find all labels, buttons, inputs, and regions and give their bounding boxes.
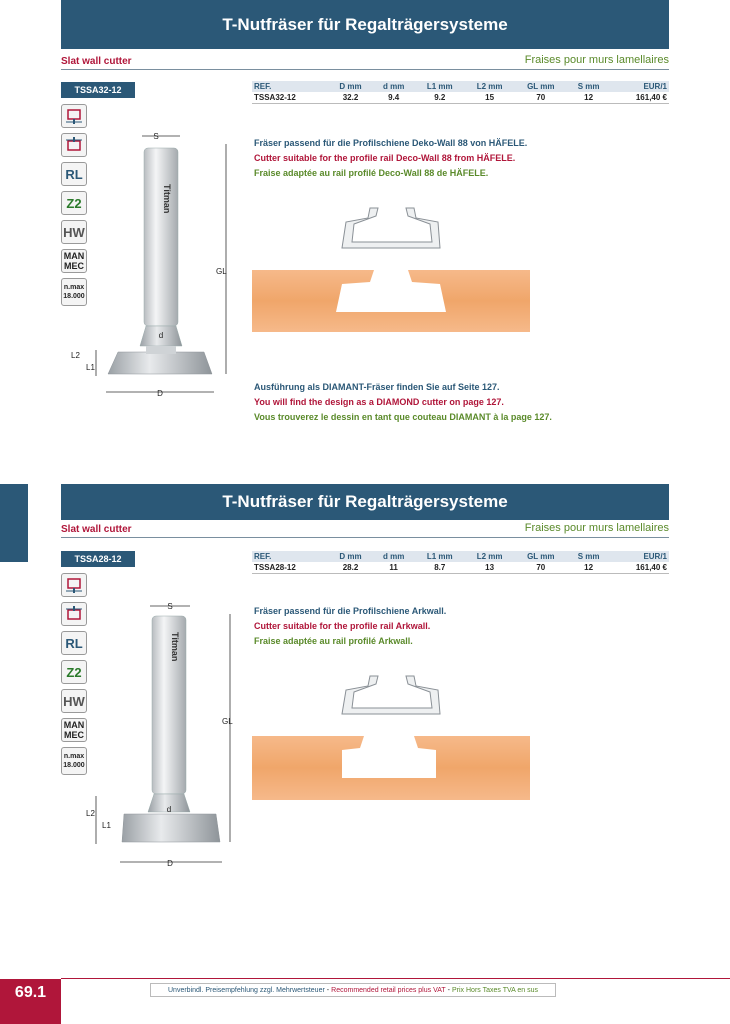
note-de: Ausführung als DIAMANT-Fräser finden Sie auf Seite 127.	[254, 382, 500, 392]
desc-fr: Fraise adaptée au rail profilé Arkwall.	[254, 636, 413, 646]
desc-fr: Fraise adaptée au rail profilé Deco-Wall 88 de HÄFELE.	[254, 168, 489, 178]
dim-s-label: S	[153, 132, 159, 141]
price-note-en: Recommended retail prices plus VAT	[331, 986, 446, 994]
price-note-fr: Prix Hors Taxes TVA en sus	[452, 986, 538, 994]
dim-d-label: d	[166, 805, 172, 814]
description-block	[254, 604, 446, 649]
subtitle-fr: Fraises pour murs lamellaires	[524, 54, 669, 66]
cell-d: 9.4	[372, 92, 414, 104]
col-d: d mm	[372, 551, 414, 562]
profile-rail-diagram	[250, 670, 534, 810]
col-ref: REF.	[252, 551, 329, 562]
dim-d-label: d	[158, 331, 164, 340]
dim-l1-label: L1	[102, 821, 111, 830]
price-note-de: Unverbindl. Preisempfehlung zzgl. Mehrwertsteuer	[168, 986, 325, 994]
price-note	[150, 983, 556, 997]
profile-rail-diagram	[250, 200, 534, 340]
desc-en: Cutter suitable for the profile rail Arkwall.	[254, 621, 431, 631]
col-D: D mm	[329, 551, 373, 562]
page-number: 69.1	[0, 979, 61, 1024]
col-GL: GL mm	[515, 551, 568, 562]
brand-text: Titman	[162, 184, 172, 214]
table-row	[252, 562, 669, 574]
nmax-label: n.max	[63, 284, 85, 291]
cell-L2: 13	[465, 562, 515, 574]
brand-text: Titman	[170, 632, 180, 662]
col-L2: L2 mm	[465, 81, 515, 92]
desc-en: Cutter suitable for the profile rail Deco-Wall 88 from HÄFELE.	[254, 153, 516, 163]
cutter-diagram	[63, 124, 246, 406]
mec-label: MEC	[64, 730, 84, 740]
diamond-note	[254, 380, 552, 425]
rl-icon: RL	[61, 162, 87, 186]
cell-D: 28.2	[329, 562, 373, 574]
cell-S: 12	[567, 92, 610, 104]
subtitle-divider	[61, 537, 669, 538]
cell-d: 11	[372, 562, 414, 574]
subtitle-en: Slat wall cutter	[61, 524, 132, 535]
spec-header-row	[252, 551, 669, 562]
dim-gl-label: GL	[222, 717, 233, 726]
note-fr: Vous trouverez le dessin en tant que couteau DIAMANT à la page 127.	[254, 412, 552, 422]
price-note-sep-1: -	[326, 986, 330, 994]
col-GL: GL mm	[515, 81, 568, 92]
col-S: S mm	[567, 81, 610, 92]
nmax-label: n.max	[63, 753, 85, 760]
col-D: D mm	[329, 81, 373, 92]
chapter-tab	[0, 484, 28, 562]
dim-D-label: D	[157, 389, 163, 398]
rl-icon: RL	[61, 631, 87, 655]
table-row	[252, 92, 669, 104]
cell-L1: 9.2	[415, 92, 465, 104]
cell-price: 161,40 €	[610, 562, 669, 574]
col-L2: L2 mm	[465, 551, 515, 562]
nmax-value: 18.000	[63, 293, 85, 300]
z2-icon: Z2	[61, 660, 87, 684]
dim-l2-label: L2	[71, 351, 80, 360]
cutter-diagram	[63, 596, 246, 878]
cell-GL: 70	[515, 562, 568, 574]
cell-ref: TSSA32-12	[252, 92, 329, 104]
man-label: MAN	[63, 251, 85, 261]
col-price: EUR/1	[610, 551, 669, 562]
dim-gl-label: GL	[216, 267, 227, 276]
col-price: EUR/1	[610, 81, 669, 92]
col-ref: REF.	[252, 81, 329, 92]
col-S: S mm	[567, 551, 610, 562]
spec-table	[252, 81, 669, 104]
dim-l1-label: L1	[86, 363, 95, 372]
hw-icon: HW	[61, 689, 87, 713]
man-label: MAN	[63, 720, 85, 730]
cell-price: 161,40 €	[610, 92, 669, 104]
subtitle-fr: Fraises pour murs lamellaires	[524, 522, 669, 534]
z2-icon: Z2	[61, 191, 87, 215]
desc-de: Fräser passend für die Profilschiene Deko-Wall 88 von HÄFELE.	[254, 138, 528, 148]
description-block	[254, 136, 527, 181]
section-title: T-Nutfräser für Regalträgersysteme	[61, 0, 669, 49]
product-code-badge: TSSA28-12	[61, 551, 135, 567]
cell-S: 12	[567, 562, 610, 574]
mec-label: MEC	[64, 261, 84, 271]
note-en: You will find the design as a DIAMOND cutter on page 127.	[254, 397, 504, 407]
col-d: d mm	[372, 81, 414, 92]
router-vertical-icon	[61, 573, 87, 597]
nmax-value: 18.000	[63, 762, 85, 769]
spec-header-row	[252, 81, 669, 92]
subtitle-divider	[61, 69, 669, 70]
cell-ref: TSSA28-12	[252, 562, 329, 574]
dim-D-label: D	[167, 859, 173, 868]
spec-table	[252, 551, 669, 574]
footer-divider	[61, 978, 730, 979]
price-note-sep-2: -	[447, 986, 450, 994]
dim-s-label: S	[167, 602, 173, 611]
cell-D: 32.2	[329, 92, 373, 104]
cell-L1: 8.7	[415, 562, 465, 574]
col-L1: L1 mm	[415, 81, 465, 92]
cell-L2: 15	[465, 92, 515, 104]
col-L1: L1 mm	[415, 551, 465, 562]
desc-de: Fräser passend für die Profilschiene Arkwall.	[254, 606, 447, 616]
dim-l2-label: L2	[86, 809, 95, 818]
product-code-badge: TSSA32-12	[61, 82, 135, 98]
hw-icon: HW	[61, 220, 87, 244]
cell-GL: 70	[515, 92, 568, 104]
section-title: T-Nutfräser für Regalträgersysteme	[61, 484, 669, 520]
subtitle-en: Slat wall cutter	[61, 56, 132, 67]
